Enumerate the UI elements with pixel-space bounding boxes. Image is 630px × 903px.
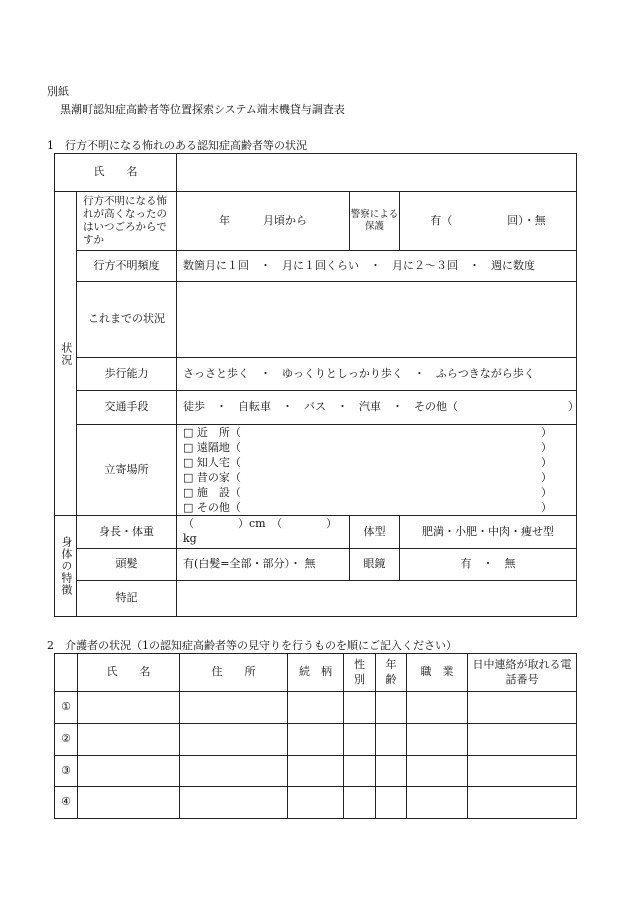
build-options[interactable]: 肥満・小肥・中肉・痩せ型 [400, 516, 577, 549]
name-field[interactable] [177, 154, 577, 192]
cell[interactable] [78, 756, 180, 787]
notes-field[interactable] [177, 581, 577, 617]
cell[interactable] [180, 787, 288, 819]
col-relation: 続 柄 [288, 654, 344, 692]
walking-options[interactable]: さっさと歩く ・ ゆっくりとしっかり歩く ・ ふらつきながら歩く [177, 358, 577, 391]
checkbox-icon: □ [183, 441, 194, 454]
row-number: ④ [55, 787, 78, 819]
status-group-label: 状況 [55, 192, 77, 516]
table-row [55, 692, 577, 724]
checkbox-icon: □ [183, 426, 194, 439]
destination-item[interactable]: □ 遠隔地（ ） [183, 441, 553, 454]
cell[interactable] [180, 692, 288, 724]
police-field[interactable]: 有（ 回）・無 [400, 192, 577, 251]
table-row [55, 756, 577, 787]
cell[interactable] [288, 787, 344, 819]
cell[interactable] [288, 692, 344, 724]
cell[interactable] [78, 692, 180, 724]
since-field[interactable]: 年 月頃から [177, 192, 350, 251]
destination-item[interactable]: □ 昔の家（ ） [183, 471, 553, 484]
checkbox-icon: □ [183, 456, 194, 469]
cell[interactable] [180, 756, 288, 787]
destination-item[interactable]: □ 近 所（ ） [183, 426, 553, 439]
cell[interactable] [407, 724, 468, 756]
since-label: 行方不明になる怖れが高くなったのはいつごろからですか [77, 192, 177, 251]
glasses-label: 眼鏡 [350, 549, 400, 581]
destination-item[interactable]: □ 施 設（ ） [183, 486, 553, 499]
history-field[interactable] [177, 282, 577, 358]
cell[interactable] [468, 692, 577, 724]
transport-options[interactable]: 徒歩 ・ 自転車 ・ バス ・ 汽車 ・ その他（ ） [177, 391, 577, 425]
transport-label: 交通手段 [77, 391, 177, 425]
cell[interactable] [407, 756, 468, 787]
col-phone: 日中連絡が取れる電話番号 [468, 654, 577, 692]
cell[interactable] [376, 787, 407, 819]
cell[interactable] [407, 692, 468, 724]
checkbox-icon: □ [183, 501, 194, 514]
cell[interactable] [288, 724, 344, 756]
table-row [55, 787, 577, 819]
caregiver-table [54, 653, 577, 819]
row-number: ③ [55, 756, 78, 787]
section2-heading: 2 介護者の状況（1の認知症高齢者等の見守りを行うものを順にご記入ください） [47, 639, 457, 652]
features-group-label: 身体の特徴 [55, 516, 77, 617]
cell[interactable] [180, 724, 288, 756]
cell[interactable] [468, 787, 577, 819]
col-age: 年齢 [376, 654, 407, 692]
row-number: ① [55, 692, 78, 724]
attachment-label: 別紙 [47, 85, 69, 98]
name-label: 氏 名 [55, 154, 177, 192]
glasses-options[interactable]: 有 ・ 無 [400, 549, 577, 581]
walking-label: 歩行能力 [77, 358, 177, 391]
checkbox-icon: □ [183, 471, 194, 484]
freq-label: 行方不明頻度 [77, 251, 177, 282]
document-title: 黒潮町認知症高齢者等位置探索システム端末機貸与調査表 [60, 103, 345, 116]
height-field[interactable]: （ ）cm （ ）kg [177, 516, 350, 549]
cell[interactable] [468, 756, 577, 787]
build-label: 体型 [350, 516, 400, 549]
police-label: 警察による保護 [350, 192, 400, 251]
cell[interactable] [376, 692, 407, 724]
cell[interactable] [288, 756, 344, 787]
row-number: ② [55, 724, 78, 756]
cell[interactable] [78, 724, 180, 756]
status-table [54, 153, 577, 617]
notes-label: 特記 [77, 581, 177, 617]
col-sex: 性別 [344, 654, 376, 692]
cell[interactable] [344, 724, 376, 756]
destinations-list [177, 425, 577, 516]
cell[interactable] [468, 724, 577, 756]
cell[interactable] [344, 692, 376, 724]
hair-options[interactable]: 有(白髪=全部・部分）・ 無 [177, 549, 350, 581]
checkbox-icon: □ [183, 486, 194, 499]
height-label: 身長・体重 [77, 516, 177, 549]
cell[interactable] [376, 724, 407, 756]
header-blank [55, 654, 78, 692]
cell[interactable] [344, 756, 376, 787]
col-name: 氏 名 [78, 654, 180, 692]
destinations-label: 立寄場所 [77, 425, 177, 516]
col-address: 住 所 [180, 654, 288, 692]
section1-heading: 1 行方不明になる怖れのある認知症高齢者等の状況 [47, 139, 307, 152]
cell[interactable] [376, 756, 407, 787]
col-occupation: 職 業 [407, 654, 468, 692]
cell[interactable] [78, 787, 180, 819]
destination-item[interactable]: □ その他（ ） [183, 501, 553, 514]
hair-label: 頭髪 [77, 549, 177, 581]
cell[interactable] [407, 787, 468, 819]
table-row [55, 724, 577, 756]
freq-options[interactable]: 数箇月に１回 ・ 月に１回くらい ・ 月に２～３回 ・ 週に数度 [177, 251, 577, 282]
cell[interactable] [344, 787, 376, 819]
history-label: これまでの状況 [77, 282, 177, 358]
destination-item[interactable]: □ 知人宅（ ） [183, 456, 553, 469]
